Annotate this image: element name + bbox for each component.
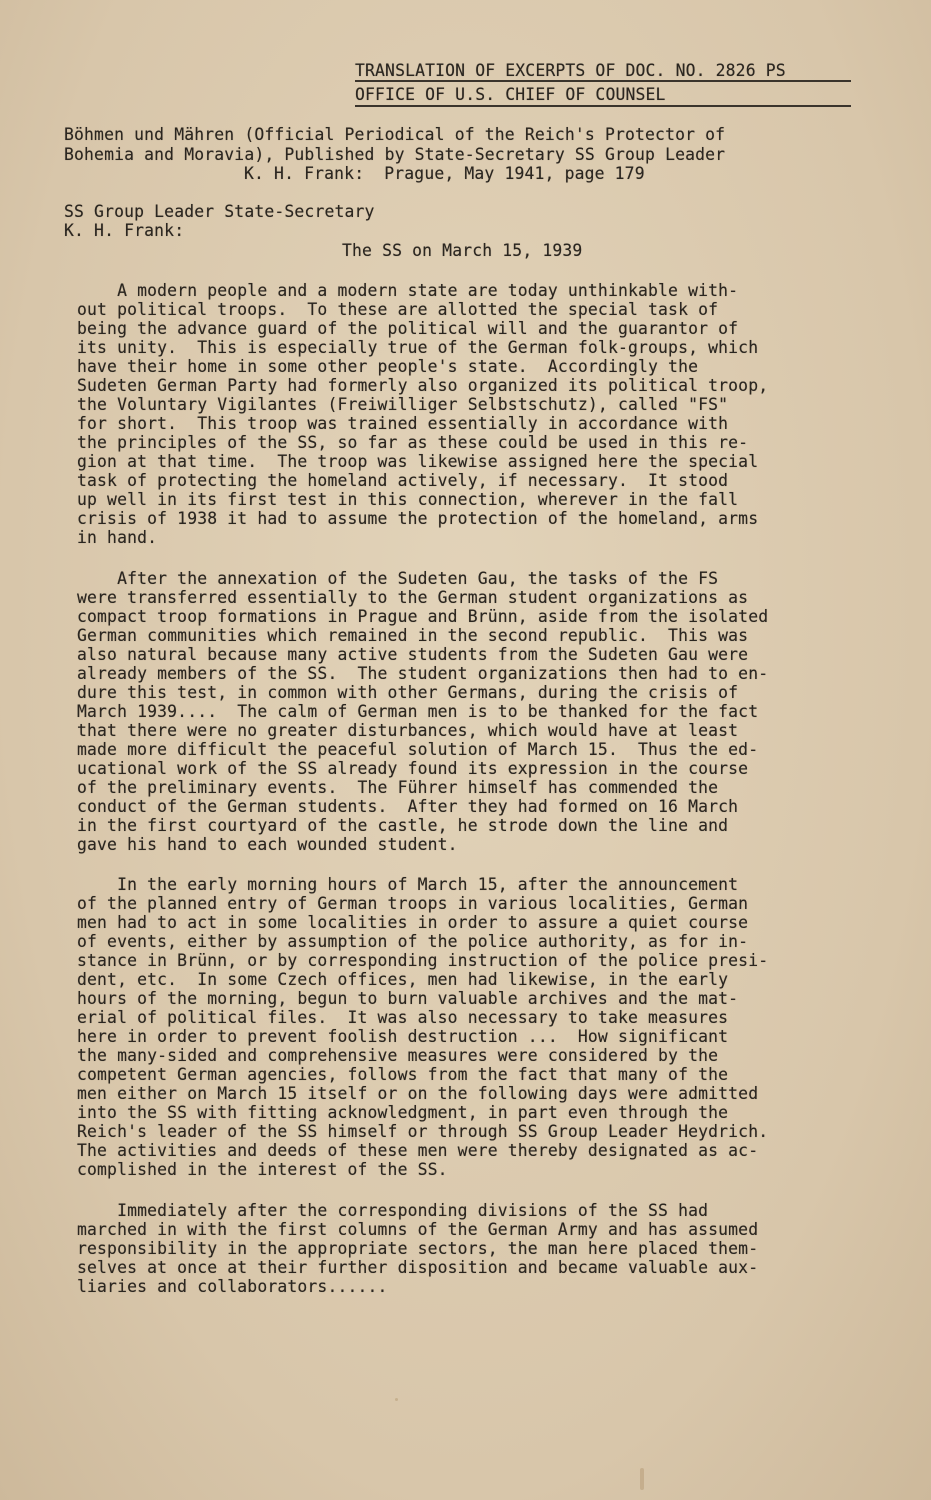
text-line: for short. This troop was trained essentially in accordance with — [77, 414, 729, 433]
text-line: its unity. This is especially true of the German folk-groups, which — [77, 338, 759, 357]
text-line: men either on March 15 itself or on the following days were admitted — [77, 1084, 759, 1103]
author-line-1: SS Group Leader State-Secretary — [64, 202, 375, 221]
text-line: stance in Brünn, or by corresponding instruction of the police presi- — [77, 951, 769, 970]
text-line: of the planned entry of German troops in various localities, German — [77, 894, 749, 913]
text-line: responsibility in the appropriate sectors, the man here placed them- — [77, 1239, 759, 1258]
text-line: erial of political files. It was also necessary to take measures — [77, 1008, 729, 1027]
text-line: into the SS with fitting acknowledgment, in part even through the — [77, 1103, 729, 1122]
text-line: In the early morning hours of March 15, after the announcement — [77, 875, 739, 894]
text-line: being the advance guard of the political will and the guarantor of — [77, 319, 739, 338]
text-line: Reich's leader of the SS himself or through SS Group Leader Heydrich. — [77, 1122, 769, 1141]
text-line: of the preliminary events. The Führer himself has commended the — [77, 778, 719, 797]
text-line: in hand. — [77, 528, 158, 547]
author-line-2: K. H. Frank: — [64, 221, 185, 240]
text-line: out political troops. To these are allotted the special task of — [77, 300, 719, 319]
text-line: up well in its first test in this connection, wherever in the fall — [77, 490, 739, 509]
text-line: competent German agencies, follows from the fact that many of the — [77, 1065, 729, 1084]
text-line: selves at once at their further disposition and became valuable aux- — [77, 1258, 759, 1277]
text-line: liaries and collaborators...... — [77, 1277, 388, 1296]
text-line: also natural because many active students from the Sudeten Gau were — [77, 645, 749, 664]
text-line: A modern people and a modern state are today unthinkable with- — [77, 281, 739, 300]
text-line: in the first courtyard of the castle, he strode down the line and — [77, 816, 729, 835]
text-line: ucational work of the SS already found its expression in the course — [77, 759, 749, 778]
text-line: The activities and deeds of these men were thereby designated as ac- — [77, 1141, 759, 1160]
text-line: German communities which remained in the second republic. This was — [77, 626, 749, 645]
header-underline-2 — [355, 105, 851, 107]
text-line: task of protecting the homeland actively, if necessary. It stood — [77, 471, 729, 490]
source-line-1: Böhmen und Mähren (Official Periodical of the Reich's Protector of — [64, 125, 726, 144]
text-line: were transferred essentially to the German student organizations as — [77, 588, 749, 607]
text-line: crisis of 1938 it had to assume the protection of the homeland, arms — [77, 509, 759, 528]
text-line: the Voluntary Vigilantes (Freiwilliger Selbstschutz), called "FS" — [77, 395, 729, 414]
text-line: complished in the interest of the SS. — [77, 1160, 448, 1179]
text-line: After the annexation of the Sudeten Gau, the tasks of the FS — [77, 569, 719, 588]
text-line: already members of the SS. The student organizations then had to en- — [77, 664, 769, 683]
header-line-1: TRANSLATION OF EXCERPTS OF DOC. NO. 2826 PS — [355, 61, 786, 80]
source-line-3: K. H. Frank: Prague, May 1941, page 179 — [244, 164, 645, 183]
text-line: dure this test, in common with other Germans, during the crisis of — [77, 683, 739, 702]
text-line: the many-sided and comprehensive measures were considered by the — [77, 1046, 719, 1065]
text-line: Sudeten German Party had formerly also organized its political troop, — [77, 376, 769, 395]
text-line: conduct of the German students. After they had formed on 16 March — [77, 797, 739, 816]
text-line: have their home in some other people's state. Accordingly the — [77, 357, 699, 376]
text-line: men had to act in some localities in order to assure a quiet course — [77, 913, 749, 932]
paper-spot — [395, 1398, 398, 1401]
paper-spot — [640, 1468, 644, 1490]
text-line: Immediately after the corresponding divisions of the SS had — [77, 1201, 709, 1220]
text-line: dent, etc. In some Czech offices, men had likewise, in the early — [77, 970, 729, 989]
header-underline-1 — [355, 80, 851, 82]
text-line: that there were no greater disturbances, which would have at least — [77, 721, 739, 740]
text-line: made more difficult the peaceful solution of March 15. Thus the ed- — [77, 740, 759, 759]
text-line: here in order to prevent foolish destruction ... How significant — [77, 1027, 729, 1046]
text-line: gion at that time. The troop was likewise assigned here the special — [77, 452, 759, 471]
text-line: gave his hand to each wounded student. — [77, 835, 458, 854]
text-line: of events, either by assumption of the police authority, as for in- — [77, 932, 749, 951]
text-line: hours of the morning, begun to burn valuable archives and the mat- — [77, 989, 739, 1008]
text-line: March 1939.... The calm of German men is to be thanked for the fact — [77, 702, 759, 721]
source-line-2: Bohemia and Moravia), Published by State-Secretary SS Group Leader — [64, 145, 726, 164]
text-line: marched in with the first columns of the German Army and has assumed — [77, 1220, 759, 1239]
text-line: compact troop formations in Prague and Brünn, aside from the isolated — [77, 607, 769, 626]
text-line: the principles of the SS, so far as these could be used in this re- — [77, 433, 749, 452]
header-line-2: OFFICE OF U.S. CHIEF OF COUNSEL — [355, 85, 666, 104]
article-title: The SS on March 15, 1939 — [342, 241, 583, 260]
